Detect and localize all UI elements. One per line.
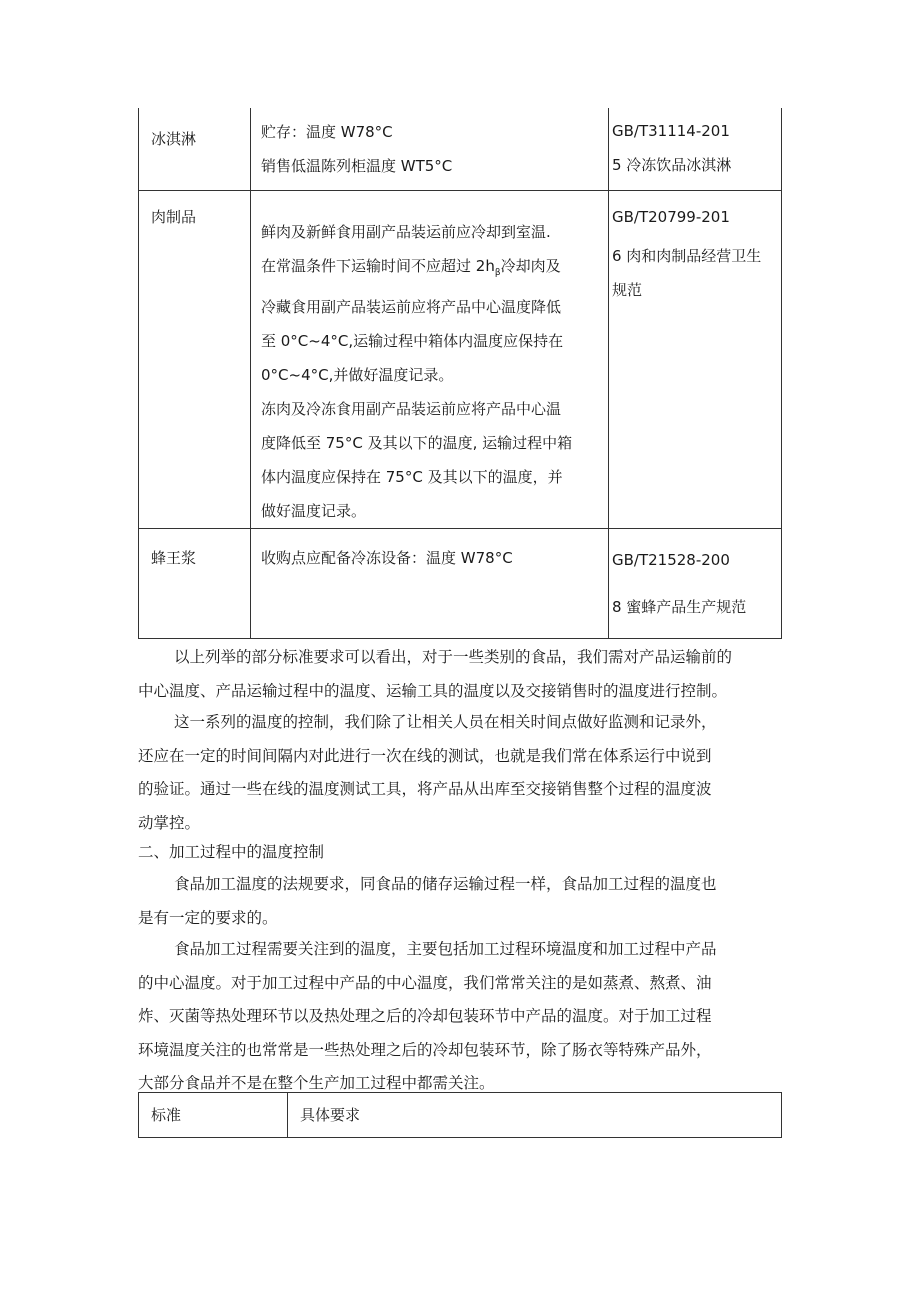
table-row bbox=[139, 528, 782, 638]
standard-cell: GB/T20799-201 6 肉和肉制品经营卫生 规范 bbox=[609, 190, 782, 528]
table-row bbox=[139, 190, 782, 528]
table-row bbox=[139, 108, 782, 190]
body-paragraph: 以上列举的部分标准要求可以看出，对于一些类别的食品，我们需对产品运输前的 中心温度、产品运输过程中的温度、运输工具的温度以及交接销售时的温度进行控制。 bbox=[138, 648, 733, 700]
category-cell: 冰淇淋 bbox=[139, 108, 251, 190]
requirement-cell: 收购点应配备冷冻设备：温度 W78°C bbox=[251, 528, 609, 638]
column-header: 标准 bbox=[139, 1093, 288, 1138]
column-header: 具体要求 bbox=[288, 1093, 782, 1138]
standard-cell: GB/T31114-201 5 冷冻饮品冰淇淋 bbox=[609, 108, 782, 190]
category-cell: 肉制品 bbox=[139, 190, 251, 528]
body-paragraph: 这一系列的温度的控制，我们除了让相关人员在相关时间点做好监测和记录外， 还应在一定的时间间隔内对此进行一次在线的测试，也就是我们常在体系运行中说到 的验证。通过一些在线的温度测试工具，将产品从出库至交接销售整个过程的温度波 动掌控。 bbox=[138, 713, 717, 832]
body-paragraph: 食品加工温度的法规要求，同食品的储存运输过程一样，食品加工过程的温度也 是有一定的要求的。 bbox=[138, 875, 717, 927]
standard-cell: GB/T21528-200 8 蜜蜂产品生产规范 bbox=[609, 528, 782, 638]
table-header-row bbox=[139, 1093, 782, 1138]
requirement-cell: 贮存：温度 W78°C 销售低温陈列柜温度 WT5°C bbox=[251, 108, 609, 190]
temperature-requirements-table bbox=[138, 108, 782, 639]
processing-standards-table bbox=[138, 1092, 782, 1138]
section-heading: 二、加工过程中的温度控制 bbox=[138, 843, 325, 861]
requirement-cell: 鲜肉及新鲜食用副产品装运前应冷却到室温. 在常温条件下运输时间不应超过 $2h_\beta$冷却肉及 冷藏食用副产品装运前应将产品中心温度降低 至 0°C~4°C,运输过程中箱体内温度应保持在 0°C~4°C,并做好温度记录。 冻肉及冷冻食用副产品装运前应将产品中心温 度降低至 75°C 及其以下的温度, 运输过程中箱 体内温度应保持在 75°C 及其以下的温度，并 做好温度记录。 bbox=[251, 190, 609, 528]
category-cell: 蜂王浆 bbox=[139, 528, 251, 638]
body-paragraph: 食品加工过程需要关注到的温度，主要包括加工过程环境温度和加工过程中产品 的中心温度。对于加工过程中产品的中心温度，我们常常关注的是如蒸煮、熬煮、油 炸、灭菌等热处理环节以及热处理之后的冷却包装环节中产品的温度。对于加工过程 环境温度关注的也常常是一些热处理之后的冷却包装环节，除了肠衣等特殊产品外， 大部分食品并不是在整个生产加工过程中都需关注。 bbox=[138, 940, 717, 1092]
